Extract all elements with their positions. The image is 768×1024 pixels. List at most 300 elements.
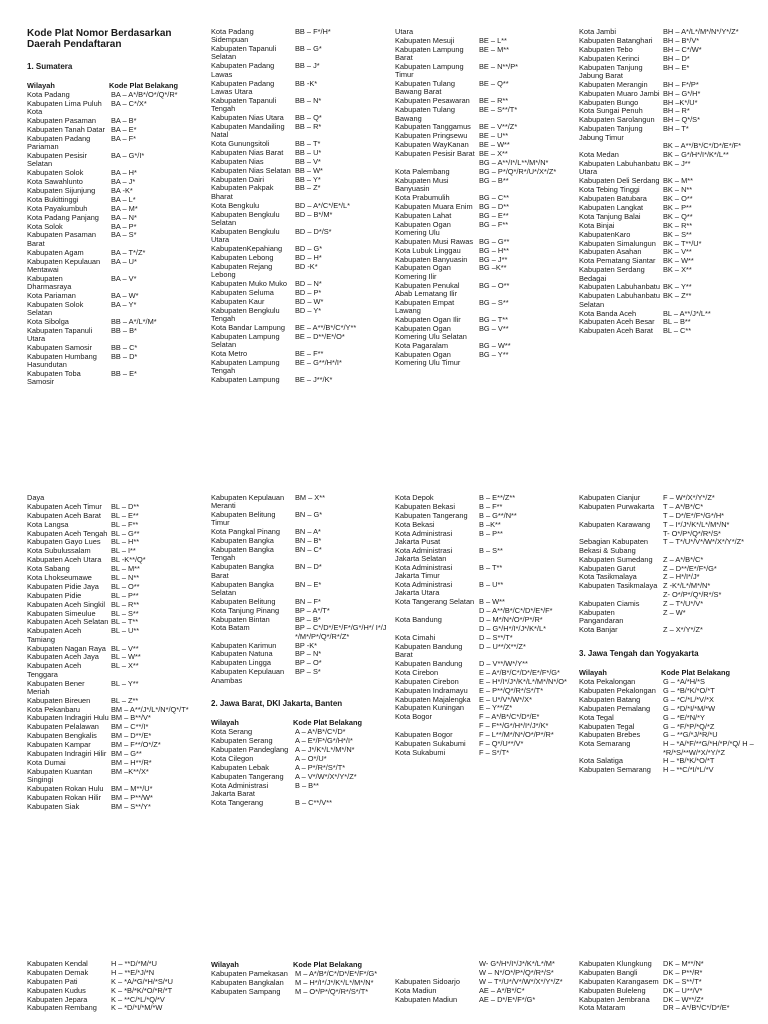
region-name: Kabupaten Ogan Komering Ulu bbox=[395, 219, 451, 237]
plate-code: BH – E* bbox=[663, 62, 690, 72]
plate-code: AE – D*/E*/F*/G* bbox=[479, 994, 536, 1004]
plate-code: Z -K*/L*/M*/N* bbox=[663, 581, 711, 591]
plate-code: A – J*/K*/L*/M*/N* bbox=[295, 745, 355, 755]
plate-code: BH –K*/U* bbox=[663, 97, 698, 107]
plate-code: K – **C/*L/*Q/*V bbox=[111, 994, 165, 1004]
region-name: Kota Padang bbox=[27, 90, 70, 99]
plate-code: BB – U* bbox=[295, 147, 322, 157]
region-name: Kabupaten Pemalang bbox=[579, 703, 651, 713]
column-block bbox=[579, 960, 757, 1013]
region-name: Kabupaten Tegal bbox=[579, 721, 635, 731]
plate-code: BE – V**/Z* bbox=[479, 122, 518, 132]
region-name: Kabupaten Bengkulu Selatan bbox=[211, 209, 280, 227]
plate-code: BA – H* bbox=[111, 168, 137, 178]
plate-code: BA – T*/Z* bbox=[111, 247, 146, 257]
table-row bbox=[395, 634, 573, 642]
plate-code: W – T*/U*/V*/W*/X*/Y*/Z* bbox=[479, 976, 563, 986]
plate-code: BL – S** bbox=[111, 608, 139, 618]
table-row bbox=[395, 581, 573, 598]
region-name bbox=[579, 512, 663, 520]
region-name bbox=[395, 969, 479, 977]
table-row bbox=[211, 668, 389, 685]
region-name: Kabupaten Labuhanbatu Utara bbox=[579, 159, 660, 177]
region-name: Kabupaten Ogan Komering Ilir bbox=[395, 263, 451, 281]
table-row bbox=[395, 512, 573, 520]
plate-code: BA – W* bbox=[111, 290, 139, 300]
region-name bbox=[395, 960, 479, 968]
table-row bbox=[395, 564, 573, 581]
plate-code: BH – Q*/S* bbox=[663, 115, 700, 125]
table-row bbox=[395, 660, 573, 668]
plate-code: G – *D/*I/*M/*W bbox=[663, 703, 716, 713]
table-row bbox=[27, 987, 205, 995]
region-name: Kota Pagaralam bbox=[395, 341, 448, 351]
table-row bbox=[27, 292, 205, 300]
region-name: Kabupaten Seluma bbox=[211, 287, 274, 297]
plate-code: BA – L* bbox=[111, 194, 136, 204]
plate-code: H – **C/*I/*L/*V bbox=[663, 765, 714, 775]
table-row bbox=[27, 353, 205, 370]
region-name: Kabupaten Bandung bbox=[395, 658, 463, 668]
region-name: Kabupaten Muko Muko bbox=[211, 278, 288, 288]
region-name: Kabupaten Dharmasraya bbox=[27, 273, 72, 292]
plate-code: G – *A/*H/*S bbox=[663, 677, 705, 687]
region-name: Kabupaten Semarang bbox=[579, 765, 651, 775]
region-name: Kabupaten Demak bbox=[27, 967, 89, 977]
table-row bbox=[395, 530, 573, 547]
plate-code: BA – N* bbox=[111, 212, 137, 222]
plate-code: BD – B*/M* bbox=[295, 209, 333, 219]
region-name: Kabupaten Mandailing Natal bbox=[211, 121, 285, 140]
region-name: Kota Salatiga bbox=[579, 756, 623, 766]
table-row bbox=[395, 264, 573, 281]
table-row bbox=[211, 324, 389, 332]
plate-code: BN – G* bbox=[295, 510, 323, 520]
plate-code: T – D*/E*/F*/G*/H* bbox=[663, 510, 725, 520]
region-name: Kabupaten Bangka bbox=[211, 536, 274, 546]
table-row bbox=[579, 521, 757, 529]
table-row bbox=[579, 292, 757, 309]
region-name: Kota Sabang bbox=[27, 564, 70, 574]
region-name: Kabupaten Sumedang bbox=[579, 554, 653, 564]
plate-code: BB – W* bbox=[295, 165, 323, 175]
region-name: Kabupaten Lampung bbox=[211, 374, 280, 384]
region-name: Kabupaten Nias bbox=[211, 156, 264, 166]
plate-code: Z- O*/P*/Q*/R*/S* bbox=[663, 590, 722, 600]
plate-code: BA -K* bbox=[111, 186, 133, 196]
plate-code: BM – S**/Y* bbox=[111, 801, 151, 811]
table-row bbox=[27, 327, 205, 344]
region-name: Kabupaten Bintan bbox=[211, 614, 270, 624]
plate-code: DR – A*/B*/C*/D*/E* bbox=[663, 1003, 730, 1013]
region-name: Kabupaten Pandeglang bbox=[211, 745, 289, 755]
plate-code: K – *D/*I/*M/*W bbox=[111, 1003, 163, 1013]
plate-code: BH – C*/W* bbox=[663, 44, 702, 54]
plate-code: BL – W** bbox=[111, 652, 141, 662]
region-name: Kabupaten Pesawaran bbox=[395, 96, 470, 106]
plate-code: BM – D**/E* bbox=[111, 731, 152, 741]
plate-code: BL – F** bbox=[111, 519, 139, 529]
plate-code: BL -K**/Q* bbox=[111, 555, 146, 565]
plate-code: BE – D**/E*/O* bbox=[295, 331, 345, 341]
region-name: Kabupaten Labuhanbatu Selatan bbox=[579, 291, 660, 309]
region-name: Kabupaten Musi Banyuasin bbox=[395, 175, 449, 194]
plate-code: BB – C* bbox=[111, 343, 138, 353]
region-name: Kota Payakumbuh bbox=[27, 203, 88, 213]
plate-code: BK – Z** bbox=[663, 291, 692, 301]
table-row bbox=[27, 205, 205, 213]
region-name: Kabupaten Pati bbox=[27, 976, 78, 986]
region-name: Kabupaten Ciamis bbox=[579, 599, 640, 609]
column-block bbox=[211, 494, 389, 808]
region-name: Kabupaten Padang Lawas Utara bbox=[211, 78, 275, 96]
table-row bbox=[395, 238, 573, 246]
region-name: Kabupaten Labuhanbatu bbox=[579, 282, 660, 292]
plate-code: BD -K* bbox=[295, 261, 318, 271]
region-name: Kabupaten Tanah Datar bbox=[27, 124, 105, 134]
region-name: Kota Banjar bbox=[579, 625, 618, 635]
table-row bbox=[27, 214, 205, 222]
plate-code: BH – B*/V* bbox=[663, 35, 700, 45]
plate-code: BG – Y** bbox=[479, 350, 509, 360]
table-row bbox=[579, 705, 757, 713]
region-name: Kabupaten Karimun bbox=[211, 640, 277, 650]
table-row bbox=[395, 987, 573, 995]
plate-code: BA – J* bbox=[111, 177, 136, 187]
table-header bbox=[211, 960, 389, 969]
plate-code: E – H*/I*/J*/K*/L*/M*/N*/O* bbox=[479, 676, 567, 686]
region-name: Kabupaten Tangerang bbox=[211, 771, 284, 781]
plate-code: DK – W**/Z* bbox=[663, 994, 704, 1004]
plate-code: E – Y**/Z* bbox=[479, 703, 513, 713]
table-row bbox=[579, 556, 757, 564]
table-row bbox=[395, 46, 573, 63]
table-row bbox=[395, 503, 573, 511]
plate-code: Z – T*/U*/V* bbox=[663, 599, 704, 609]
plate-code: BG – P*/Q*/R*/U*/X*/Z* bbox=[479, 166, 557, 176]
plate-code: BE – W** bbox=[479, 140, 510, 150]
region-name: Kabupaten Nias Utara bbox=[211, 112, 284, 122]
table-row bbox=[211, 167, 389, 175]
region-name: Kabupaten Serang bbox=[211, 736, 273, 746]
region-name: Kota Palembang bbox=[395, 166, 450, 176]
region-name: Kabupaten Tanjung Jabung Barat bbox=[579, 62, 643, 80]
plate-code: B – F** bbox=[479, 501, 503, 511]
region-name: Kabupaten Aceh Tamiang bbox=[27, 626, 82, 644]
region-name: Kabupaten Bangli bbox=[579, 967, 638, 977]
region-name: Kabupaten Karangasem bbox=[579, 976, 659, 986]
table-row bbox=[27, 592, 205, 600]
table-row bbox=[579, 222, 757, 230]
region-name: Kota Tebing Tinggi bbox=[579, 185, 640, 195]
region-name: Kabupaten Rejang Lebong bbox=[211, 261, 273, 279]
plate-code: Z – W* bbox=[663, 607, 686, 617]
plate-code: BA – P* bbox=[111, 221, 137, 231]
plate-code: BB – B* bbox=[111, 325, 137, 335]
plate-code: BM – A**/J*/L*/N*/Q*/T* bbox=[111, 704, 189, 714]
table-row bbox=[211, 333, 389, 350]
plate-code: G – **G/*J/*R/*U bbox=[663, 730, 718, 740]
region-name: Kota Administrasi Jakarta Timur bbox=[395, 562, 453, 581]
table-row bbox=[27, 662, 205, 679]
region-name: Kabupaten Siak bbox=[27, 801, 80, 811]
region-name: Kota Gunungsitoli bbox=[211, 139, 270, 149]
region-name: Kota Tegal bbox=[579, 712, 614, 722]
plate-code: BL – Z** bbox=[111, 695, 139, 705]
region-name: Kabupaten Simeulue bbox=[27, 608, 96, 618]
region-name: Kota Sungai Penuh bbox=[579, 106, 643, 116]
region-name: Kabupaten Rokan Hulu bbox=[27, 784, 104, 794]
plate-code: BP – A*/T* bbox=[295, 605, 330, 615]
region-name: Kota Bengkulu bbox=[211, 200, 260, 210]
region-name: Kota Administrasi Jakarta Selatan bbox=[395, 545, 453, 564]
region-name: Kota Cilegon bbox=[211, 754, 254, 764]
table-header bbox=[579, 668, 757, 677]
plate-code: BM – M**/U* bbox=[111, 784, 153, 794]
region-name: Kota Administrasi Jakarta Barat bbox=[211, 780, 269, 799]
region-name: Kabupaten Empat Lawang bbox=[395, 297, 455, 316]
table-row bbox=[579, 46, 757, 54]
table-row bbox=[211, 581, 389, 598]
region-name: KabupatenKepahiang bbox=[211, 243, 283, 253]
table-row bbox=[27, 301, 205, 318]
region-name: Kabupaten Sukabumi bbox=[395, 738, 466, 748]
table-row bbox=[211, 307, 389, 324]
plate-code: BM – H**/R* bbox=[111, 757, 152, 767]
region-name: Kabupaten Kaur bbox=[211, 296, 265, 306]
plate-code: BA – S* bbox=[111, 230, 137, 240]
table-row bbox=[579, 696, 757, 704]
region-name: Kabupaten Nias Barat bbox=[211, 147, 284, 157]
region-name: Kabupaten Aceh Timur bbox=[27, 501, 102, 511]
table-row bbox=[211, 184, 389, 201]
region-name: Kabupaten Ogan Komering Ulu Timur bbox=[395, 350, 461, 368]
table-row bbox=[27, 231, 205, 248]
plate-code: H – *A/*F/**G/*H/*P/*Q/ H – *R/*S/**W/*X/*Y/*Z bbox=[663, 739, 754, 757]
plate-code: BA – B* bbox=[111, 116, 137, 126]
region-name: Kabupaten Aceh Singkil bbox=[27, 599, 106, 609]
plate-code: BL – U** bbox=[111, 626, 140, 636]
table-row bbox=[579, 64, 757, 81]
region-name: Kabupaten Penukal Abab Lematang Ilir bbox=[395, 280, 460, 298]
column-block bbox=[395, 960, 573, 1004]
header-kode: Kode Plat Belakang bbox=[661, 668, 730, 678]
plate-code: BM – C**/I* bbox=[111, 722, 149, 732]
plate-code: H – *B/*K/*O/*T bbox=[663, 756, 715, 766]
plate-code: BA – G*/I* bbox=[111, 151, 145, 161]
plate-code: M – A*/B*/C*/D*/E*/F*/G* bbox=[295, 969, 378, 978]
region-name: Kabupaten Indragiri Hilir bbox=[27, 749, 107, 759]
column-block bbox=[27, 960, 205, 1013]
plate-code: BK – P** bbox=[663, 203, 692, 213]
region-name: Kabupaten Lingga bbox=[211, 658, 272, 668]
region-name: Kota Prabumulih bbox=[395, 192, 450, 202]
table-row bbox=[395, 194, 573, 202]
region-name: Kabupaten Pekalongan bbox=[579, 685, 656, 695]
table-row bbox=[579, 213, 757, 221]
region-name: Kabupaten Bungo bbox=[579, 97, 639, 107]
region-name: Kota Pariaman bbox=[27, 290, 76, 300]
document-title: Kode Plat Nomor Berdasarkan Daerah Pendaftaran bbox=[27, 28, 172, 50]
plate-code: H – **D/*M/*U bbox=[111, 959, 157, 968]
table-row bbox=[211, 546, 389, 563]
table-row bbox=[395, 678, 573, 686]
table-row bbox=[27, 503, 205, 511]
region-name: Kota Pekalongan bbox=[579, 677, 636, 687]
region-name: Sebagian Kabupaten Bekasi & Subang bbox=[579, 537, 649, 555]
region-name: Kabupaten Cianjur bbox=[579, 493, 641, 502]
region-name: Kabupaten Nias Selatan bbox=[211, 165, 291, 175]
plate-code: BK – N** bbox=[663, 185, 693, 195]
region-name: Kabupaten Garut bbox=[579, 563, 636, 573]
table-row bbox=[27, 794, 205, 802]
plate-code: BP – S* bbox=[295, 667, 321, 677]
table-row bbox=[27, 803, 205, 811]
table-row bbox=[395, 203, 573, 211]
column-block bbox=[395, 494, 573, 758]
plate-code: BN – E* bbox=[295, 579, 322, 589]
section-heading: 2. Jawa Barat, DKI Jakarta, Banten bbox=[211, 699, 343, 709]
plate-code: BL – R** bbox=[111, 599, 140, 609]
plate-code: BM – F**/O*/Z* bbox=[111, 740, 161, 750]
region-name: Kota Jambi bbox=[579, 27, 616, 36]
plate-code: BH – A*/L*/M*/N*/Y*/Z* bbox=[663, 27, 739, 36]
region-name: Kota Sukabumi bbox=[395, 747, 446, 757]
region-name: Kabupaten Humbang Hasundutan bbox=[27, 351, 97, 370]
region-name: Kabupaten Sarolangun bbox=[579, 115, 655, 125]
plate-code: BB – E* bbox=[111, 369, 137, 379]
table-row bbox=[27, 1004, 205, 1012]
plate-code: F – W*/X*/Y*/Z* bbox=[663, 493, 715, 502]
region-name: Kabupaten Aceh Barat bbox=[579, 326, 653, 336]
column-block bbox=[27, 28, 205, 387]
region-name: Kabupaten Toba Samosir bbox=[27, 369, 81, 387]
plate-code: A – V*/W*/X*/Y*/Z* bbox=[295, 771, 357, 781]
region-name: Kabupaten Batubara bbox=[579, 194, 647, 204]
region-name: Kabupaten Bogor bbox=[395, 730, 453, 740]
plate-code: BL – E** bbox=[111, 510, 139, 520]
plate-code: BK – A**/B*/C*/D*/E*/F* bbox=[663, 141, 742, 151]
region-name: Kabupaten Pasaman bbox=[27, 116, 97, 126]
region-name: Kabupaten Lampung Selatan bbox=[211, 331, 280, 349]
plate-code: BL – Y** bbox=[111, 678, 139, 688]
plate-code: BK – J** bbox=[663, 159, 691, 169]
table-row bbox=[579, 609, 757, 626]
plate-code: BP – O* bbox=[295, 658, 322, 668]
table-row bbox=[211, 245, 389, 253]
region-name: Kabupaten Tangerang bbox=[395, 510, 468, 520]
header-wilayah: Wilayah bbox=[27, 81, 55, 90]
plate-code: BN – B* bbox=[295, 536, 322, 546]
region-name: Kabupaten Tulang Bawang bbox=[395, 105, 455, 123]
region-name: Kabupaten Kampar bbox=[27, 740, 91, 750]
region-name: Kabupaten Belitung Timur bbox=[211, 510, 276, 528]
region-name: Kabupaten Buleleng bbox=[579, 985, 646, 995]
plate-code: BP – C*/D*/E*/F*/G*/H*/ I*/J*/M*/P*/Q*/R*/Z* bbox=[295, 623, 387, 641]
region-name: Kota Langsa bbox=[27, 519, 69, 529]
plate-code: M – O*/P*/Q*/R*/S*/T* bbox=[295, 986, 369, 996]
table-row bbox=[395, 749, 573, 757]
region-name: Kabupaten Pasaman Barat bbox=[27, 230, 97, 248]
region-name: Kabupaten Lima Puluh Kota bbox=[27, 98, 102, 117]
plate-code: BE – X** bbox=[479, 149, 508, 159]
plate-code: BE – A**/B*/C*/Y** bbox=[295, 322, 357, 332]
region-name: Kabupaten WayKanan bbox=[395, 140, 469, 150]
region-name: Kabupaten Kendal bbox=[27, 959, 88, 968]
spacer bbox=[211, 685, 389, 695]
plate-code: BL – O** bbox=[111, 581, 140, 591]
table-row bbox=[395, 547, 573, 564]
plate-code: BB – R* bbox=[295, 121, 322, 131]
region-name: Utara bbox=[395, 27, 414, 36]
plate-code: BD – G* bbox=[295, 243, 323, 253]
plate-code: E – U*/V*/W*/X* bbox=[479, 694, 532, 704]
region-name: Kabupaten Batang bbox=[579, 694, 641, 704]
plate-code: BB -K* bbox=[295, 78, 318, 88]
plate-code: W- G*/H*/I*/J*/K*/L*/M* bbox=[479, 959, 555, 968]
plate-code: BD – D*/S* bbox=[295, 226, 332, 236]
plate-code: BK – O** bbox=[663, 194, 693, 204]
plate-code: T – I*/J*/K*/L*/M*/N* bbox=[663, 519, 730, 529]
region-name: Kabupaten Tapanuli Selatan bbox=[211, 44, 277, 62]
region-name: Kabupaten Kuantan Singingi bbox=[27, 766, 93, 785]
plate-code: BL – D** bbox=[111, 501, 140, 511]
region-name: Kabupaten Pangandaran bbox=[579, 607, 624, 626]
plate-code: BM – X** bbox=[295, 493, 325, 502]
plate-code: BN – F* bbox=[295, 596, 321, 606]
region-name: Kabupaten Natuna bbox=[211, 649, 273, 659]
region-name: Kabupaten Padang Lawas bbox=[211, 61, 275, 79]
region-name: Kabupaten Muara Enim bbox=[395, 201, 473, 211]
region-name: Kabupaten Bengkulu Tengah bbox=[211, 305, 280, 323]
region-name: Kota Solok bbox=[27, 221, 63, 231]
table-row bbox=[579, 125, 757, 142]
region-name: Kabupaten Bandung Barat bbox=[395, 641, 463, 660]
plate-code: BB – T* bbox=[295, 139, 321, 149]
table-row bbox=[211, 494, 389, 511]
region-name: Kabupaten Lebong bbox=[211, 252, 274, 262]
plate-code: BB – J* bbox=[295, 61, 320, 71]
plate-code: BL – P** bbox=[111, 590, 139, 600]
plate-code: BD – W* bbox=[295, 296, 324, 306]
plate-code: AE – A*/B*/C* bbox=[479, 985, 525, 995]
table-row bbox=[27, 249, 205, 257]
region-name: Kabupaten Lahat bbox=[395, 210, 452, 220]
table-row bbox=[211, 263, 389, 280]
plate-code: BD – A*/C*/E*/L* bbox=[295, 200, 351, 210]
region-name: Kabupaten Bangka Selatan bbox=[211, 579, 274, 597]
region-name: Kota Tangerang Selatan bbox=[395, 597, 475, 607]
plate-code: D – M*/N*/O*/P*/R* bbox=[479, 615, 543, 625]
plate-code: BK – W** bbox=[663, 256, 694, 266]
region-name: Kabupaten Bekasi bbox=[395, 501, 455, 511]
region-name: Kota Padang Sidempuan bbox=[211, 27, 254, 45]
plate-code: BG – C** bbox=[479, 192, 509, 202]
plate-code: BP – B* bbox=[295, 614, 321, 624]
plate-code: Z – X*/Y*/Z* bbox=[663, 625, 703, 635]
plate-code: BH – G*/H* bbox=[663, 88, 701, 98]
table-row bbox=[211, 782, 389, 799]
region-name: Kabupaten Brebes bbox=[579, 730, 641, 740]
plate-code: B – B** bbox=[295, 780, 319, 790]
plate-code: BD – P* bbox=[295, 287, 322, 297]
table-row bbox=[27, 275, 205, 292]
region-name: Kota Subulussalam bbox=[27, 546, 91, 556]
plate-code: BB – Y* bbox=[295, 174, 321, 184]
plate-code: DK – P**/R* bbox=[663, 967, 703, 977]
table-row bbox=[27, 258, 205, 275]
region-name: Kabupaten Padang Pariaman bbox=[27, 133, 91, 152]
